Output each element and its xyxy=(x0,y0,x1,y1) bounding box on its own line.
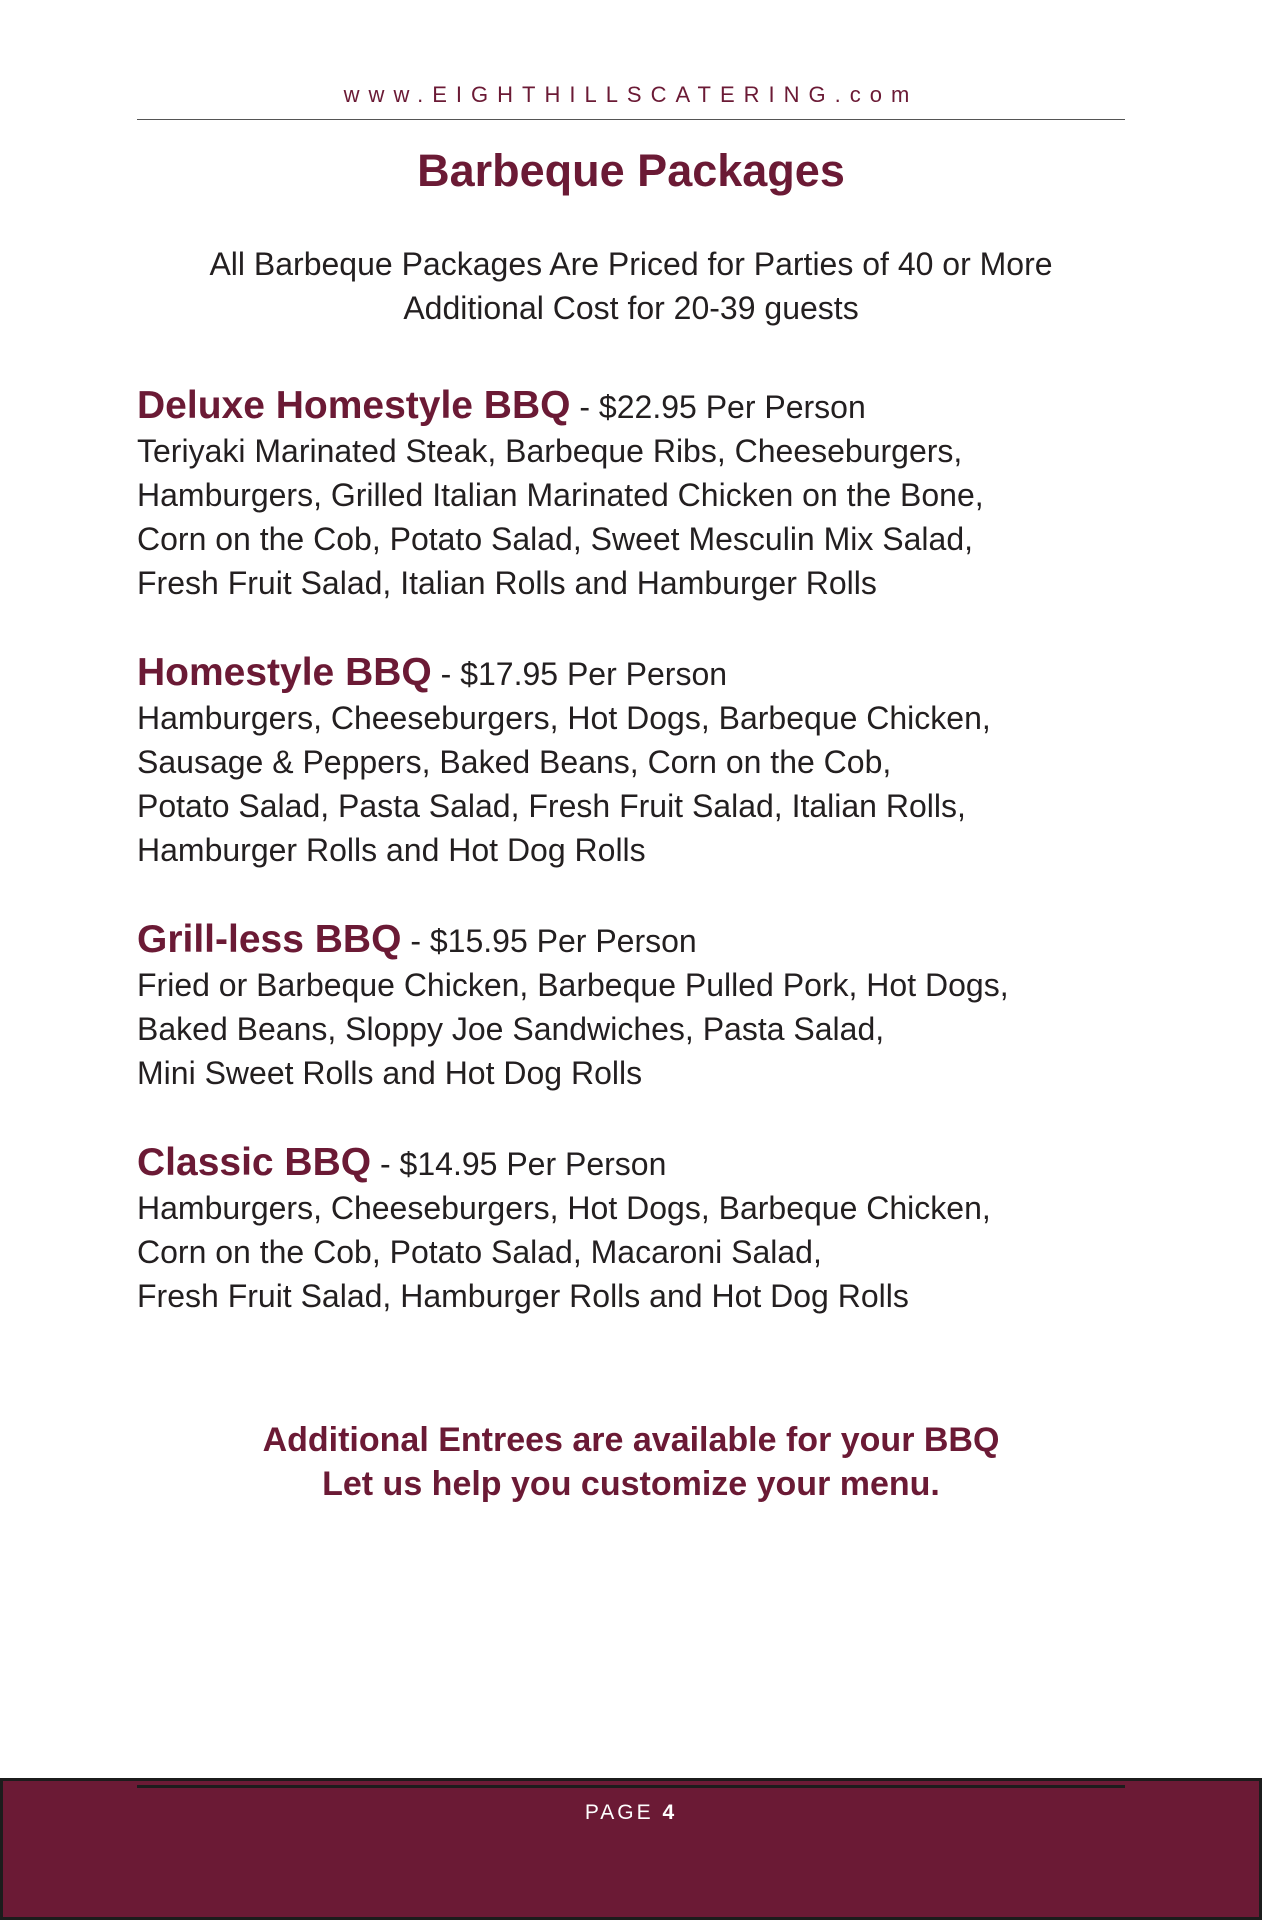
package-item-line: Corn on the Cob, Potato Salad, Sweet Mesculin Mix Salad, xyxy=(137,521,973,557)
package-item-line: Fresh Fruit Salad, Hamburger Rolls and Hot Dog Rolls xyxy=(137,1278,909,1314)
package-price: - $17.95 Per Person xyxy=(431,656,728,692)
package-price: - $14.95 Per Person xyxy=(371,1146,667,1182)
package-item-line: Hamburgers, Grilled Italian Marinated Chicken on the Bone, xyxy=(137,477,984,513)
package-item-line: Hamburger Rolls and Hot Dog Rolls xyxy=(137,832,646,868)
footer-divider xyxy=(137,1785,1125,1788)
closing-line: Additional Entrees are available for your BBQ xyxy=(262,1421,1000,1459)
package-name: Homestyle BBQ xyxy=(137,651,432,694)
package-classic xyxy=(137,1141,1125,1318)
package-heading xyxy=(137,1141,1125,1186)
package-item-line: Hamburgers, Cheeseburgers, Hot Dogs, Barbeque Chicken, xyxy=(137,700,991,736)
package-items xyxy=(137,429,1125,605)
package-item-line: Potato Salad, Pasta Salad, Fresh Fruit Salad, Italian Rolls, xyxy=(137,788,966,824)
package-item-line: Baked Beans, Sloppy Joe Sandwiches, Pasta Salad, xyxy=(137,1011,885,1047)
package-heading xyxy=(137,918,1125,963)
page-footer xyxy=(0,1778,1262,1920)
package-items xyxy=(137,1186,1125,1318)
package-price: - $22.95 Per Person xyxy=(570,389,866,425)
intro-line: All Barbeque Packages Are Priced for Parties of 40 or More xyxy=(209,246,1053,282)
page-title: Barbeque Packages xyxy=(417,145,845,196)
closing-line: Let us help you customize your menu. xyxy=(322,1465,940,1503)
package-item-line: Sausage & Peppers, Baked Beans, Corn on the Cob, xyxy=(137,744,892,780)
package-item-line: Mini Sweet Rolls and Hot Dog Rolls xyxy=(137,1055,643,1091)
package-name: Grill-less BBQ xyxy=(137,918,402,961)
package-homestyle xyxy=(137,651,1125,872)
package-item-line: Fried or Barbeque Chicken, Barbeque Pulled Pork, Hot Dogs, xyxy=(137,967,1009,1003)
package-name: Classic BBQ xyxy=(137,1141,372,1184)
package-heading xyxy=(137,384,1125,429)
package-item-line: Fresh Fruit Salad, Italian Rolls and Hamburger Rolls xyxy=(137,565,877,601)
page-number xyxy=(3,1801,1259,1825)
package-item-line: Teriyaki Marinated Steak, Barbeque Ribs, Cheeseburgers, xyxy=(137,433,963,469)
package-grill-less xyxy=(137,918,1125,1095)
package-price: - $15.95 Per Person xyxy=(401,923,697,959)
package-deluxe-homestyle xyxy=(137,384,1125,605)
package-items xyxy=(137,963,1125,1095)
intro-line: Additional Cost for 20-39 guests xyxy=(403,290,859,326)
page-label: PAGE xyxy=(584,1801,654,1824)
closing-note xyxy=(137,1418,1125,1506)
header-divider xyxy=(137,119,1125,120)
page-number-value: 4 xyxy=(662,1801,678,1824)
site-url: www.EIGHTHILLSCATERING.com xyxy=(343,82,919,107)
package-item-line: Corn on the Cob, Potato Salad, Macaroni Salad, xyxy=(137,1234,822,1270)
package-name: Deluxe Homestyle BBQ xyxy=(137,384,571,427)
package-items xyxy=(137,696,1125,872)
package-item-line: Hamburgers, Cheeseburgers, Hot Dogs, Barbeque Chicken, xyxy=(137,1190,991,1226)
intro-text xyxy=(137,242,1125,330)
package-list xyxy=(137,384,1125,1364)
package-heading xyxy=(137,651,1125,696)
